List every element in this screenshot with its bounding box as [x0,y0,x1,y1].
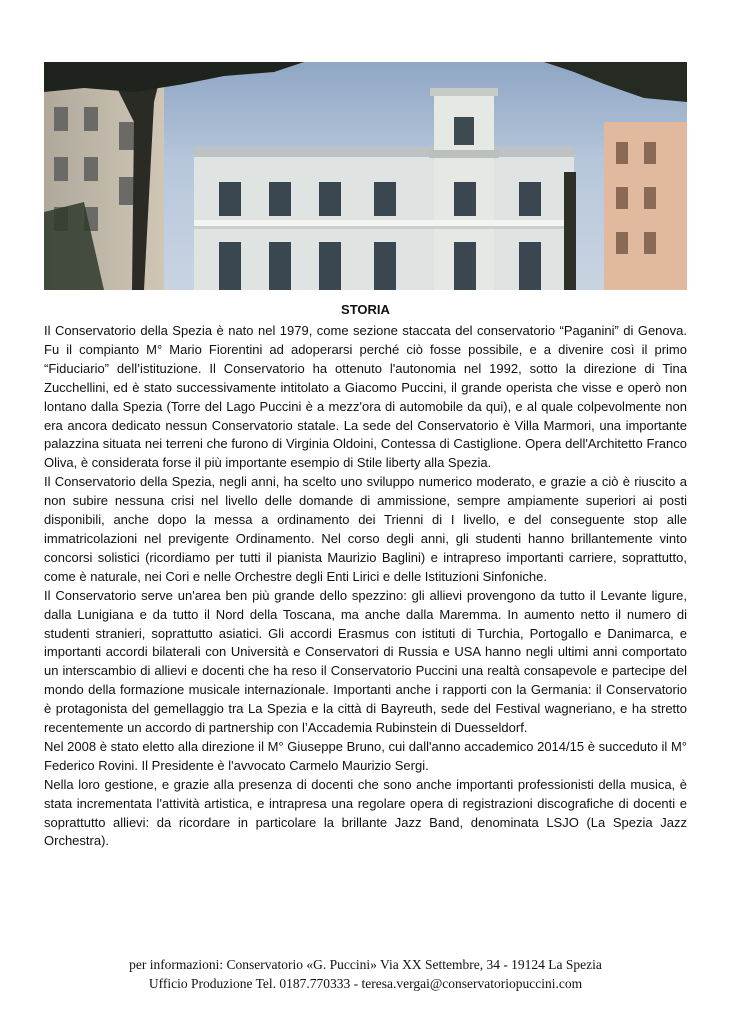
footer-contact: Ufficio Produzione Tel. 0187.770333 - teresa.vergai@conservatoriopuccini.com [148,976,583,991]
building-illustration [44,62,687,290]
paragraph-development: Il Conservatorio della Spezia, negli anni, ha scelto uno sviluppo numerico moderato, e grazie a ciò è riuscito a non subire nessuna crisi nel livello delle domande di ammissione, sempre ampiamente superiori ai posti disponibili, anche dopo la messa a ordinamento dei Trienni di I livello, e del conseguente stop alle immatricolazioni nel previgente Ordinamento. Nel corso degli anni, gli studenti hanno brillantemente vinto concorsi solistici (ricordiamo per tutti il pianista Maurizio Baglini) e intrapreso importanti carriere, soprattutto, come è naturale, nei Cori e nelle Orchestre degli Enti Lirici e delle Istituzioni Sinfoniche. [44,474,687,584]
villa-marmori-photo [44,62,687,290]
paragraph-international: Il Conservatorio serve un'area ben più grande dello spezzino: gli allievi provengono da tutto il Levante ligure, dalla Lunigiana e da tutto il Nord della Toscana, ma anche dalla Maremma. In aumento netto il numero di studenti stranieri, soprattutto asiatici. Gli accordi Erasmus con istituti di Turchia, Portogallo e Danimarca, e importanti accordi bilaterali con Università e Conservatori di Russia e USA hanno negli ultimi anni comportato un interscambio di allievi e docenti che ha reso il Conservatorio Puccini una realtà consapevole e partecipe del mondo della formazione musicale internazionale. Importanti anche i rapporti con la Germania: il Conservatorio è protagonista del gemellaggio tra La Spezia e la città di Bayreuth, sede del Festival wagneriano, e ha stretto recentemente un accordo di partnership con l’Accademia Rubinstein di Duesseldorf. [44,587,687,736]
history-text [44,322,687,851]
footer-address: per informazioni: Conservatorio «G. Puccini» Via XX Settembre, 34 - 19124 La Spezia [129,957,602,972]
paragraph-founding: Il Conservatorio della Spezia è nato nel 1979, come sezione staccata del conservatorio “Paganini” di Genova. Fu il compianto M° Mario Fiorentini ad adoperarsi perché ciò fosse possibile, e a divenire così il primo “Fiduciario” dell’istituzione. Il Conservatorio ha ottenuto l'autonomia nel 1992, sotto la direzione di Tina Zucchellini, ed è stato successivamente intitolato a Giacomo Puccini, il grande operista che visse e operò non lontano dalla Spezia (Torre del Lago Puccini è a mezz'ora di automobile da qui), e al quale colpevolmente non era ancora dedicato nessun Conservatorio statale. La sede del Conservatorio è Villa Marmori, una importante palazzina situata nei terreni che furono di Virginia Oldoini, Contessa di Castiglione. Opera dell'Architetto Franco Oliva, è considerata forse il più importante esempio di Stile liberty alla Spezia. [44,323,687,471]
paragraph-direction: Nel 2008 è stato eletto alla direzione il M° Giuseppe Bruno, cui dall'anno accademico 2014/15 è succeduto il M° Federico Rovini. Il Presidente è l'avvocato Carmelo Maurizio Sergi. [44,738,687,773]
contact-footer [44,955,687,993]
paragraph-activity: Nella loro gestione, e grazie alla presenza di docenti che sono anche importanti professionisti della musica, è stata incrementata l'attività artistica, e intrapresa una regolare opera di registrazioni discografiche di docenti e soprattutto allievi: da ricordare in particolare la brillante Jazz Band, denominata LSJO (La Spezia Jazz Orchestra). [44,776,687,849]
section-heading: STORIA [341,302,390,317]
